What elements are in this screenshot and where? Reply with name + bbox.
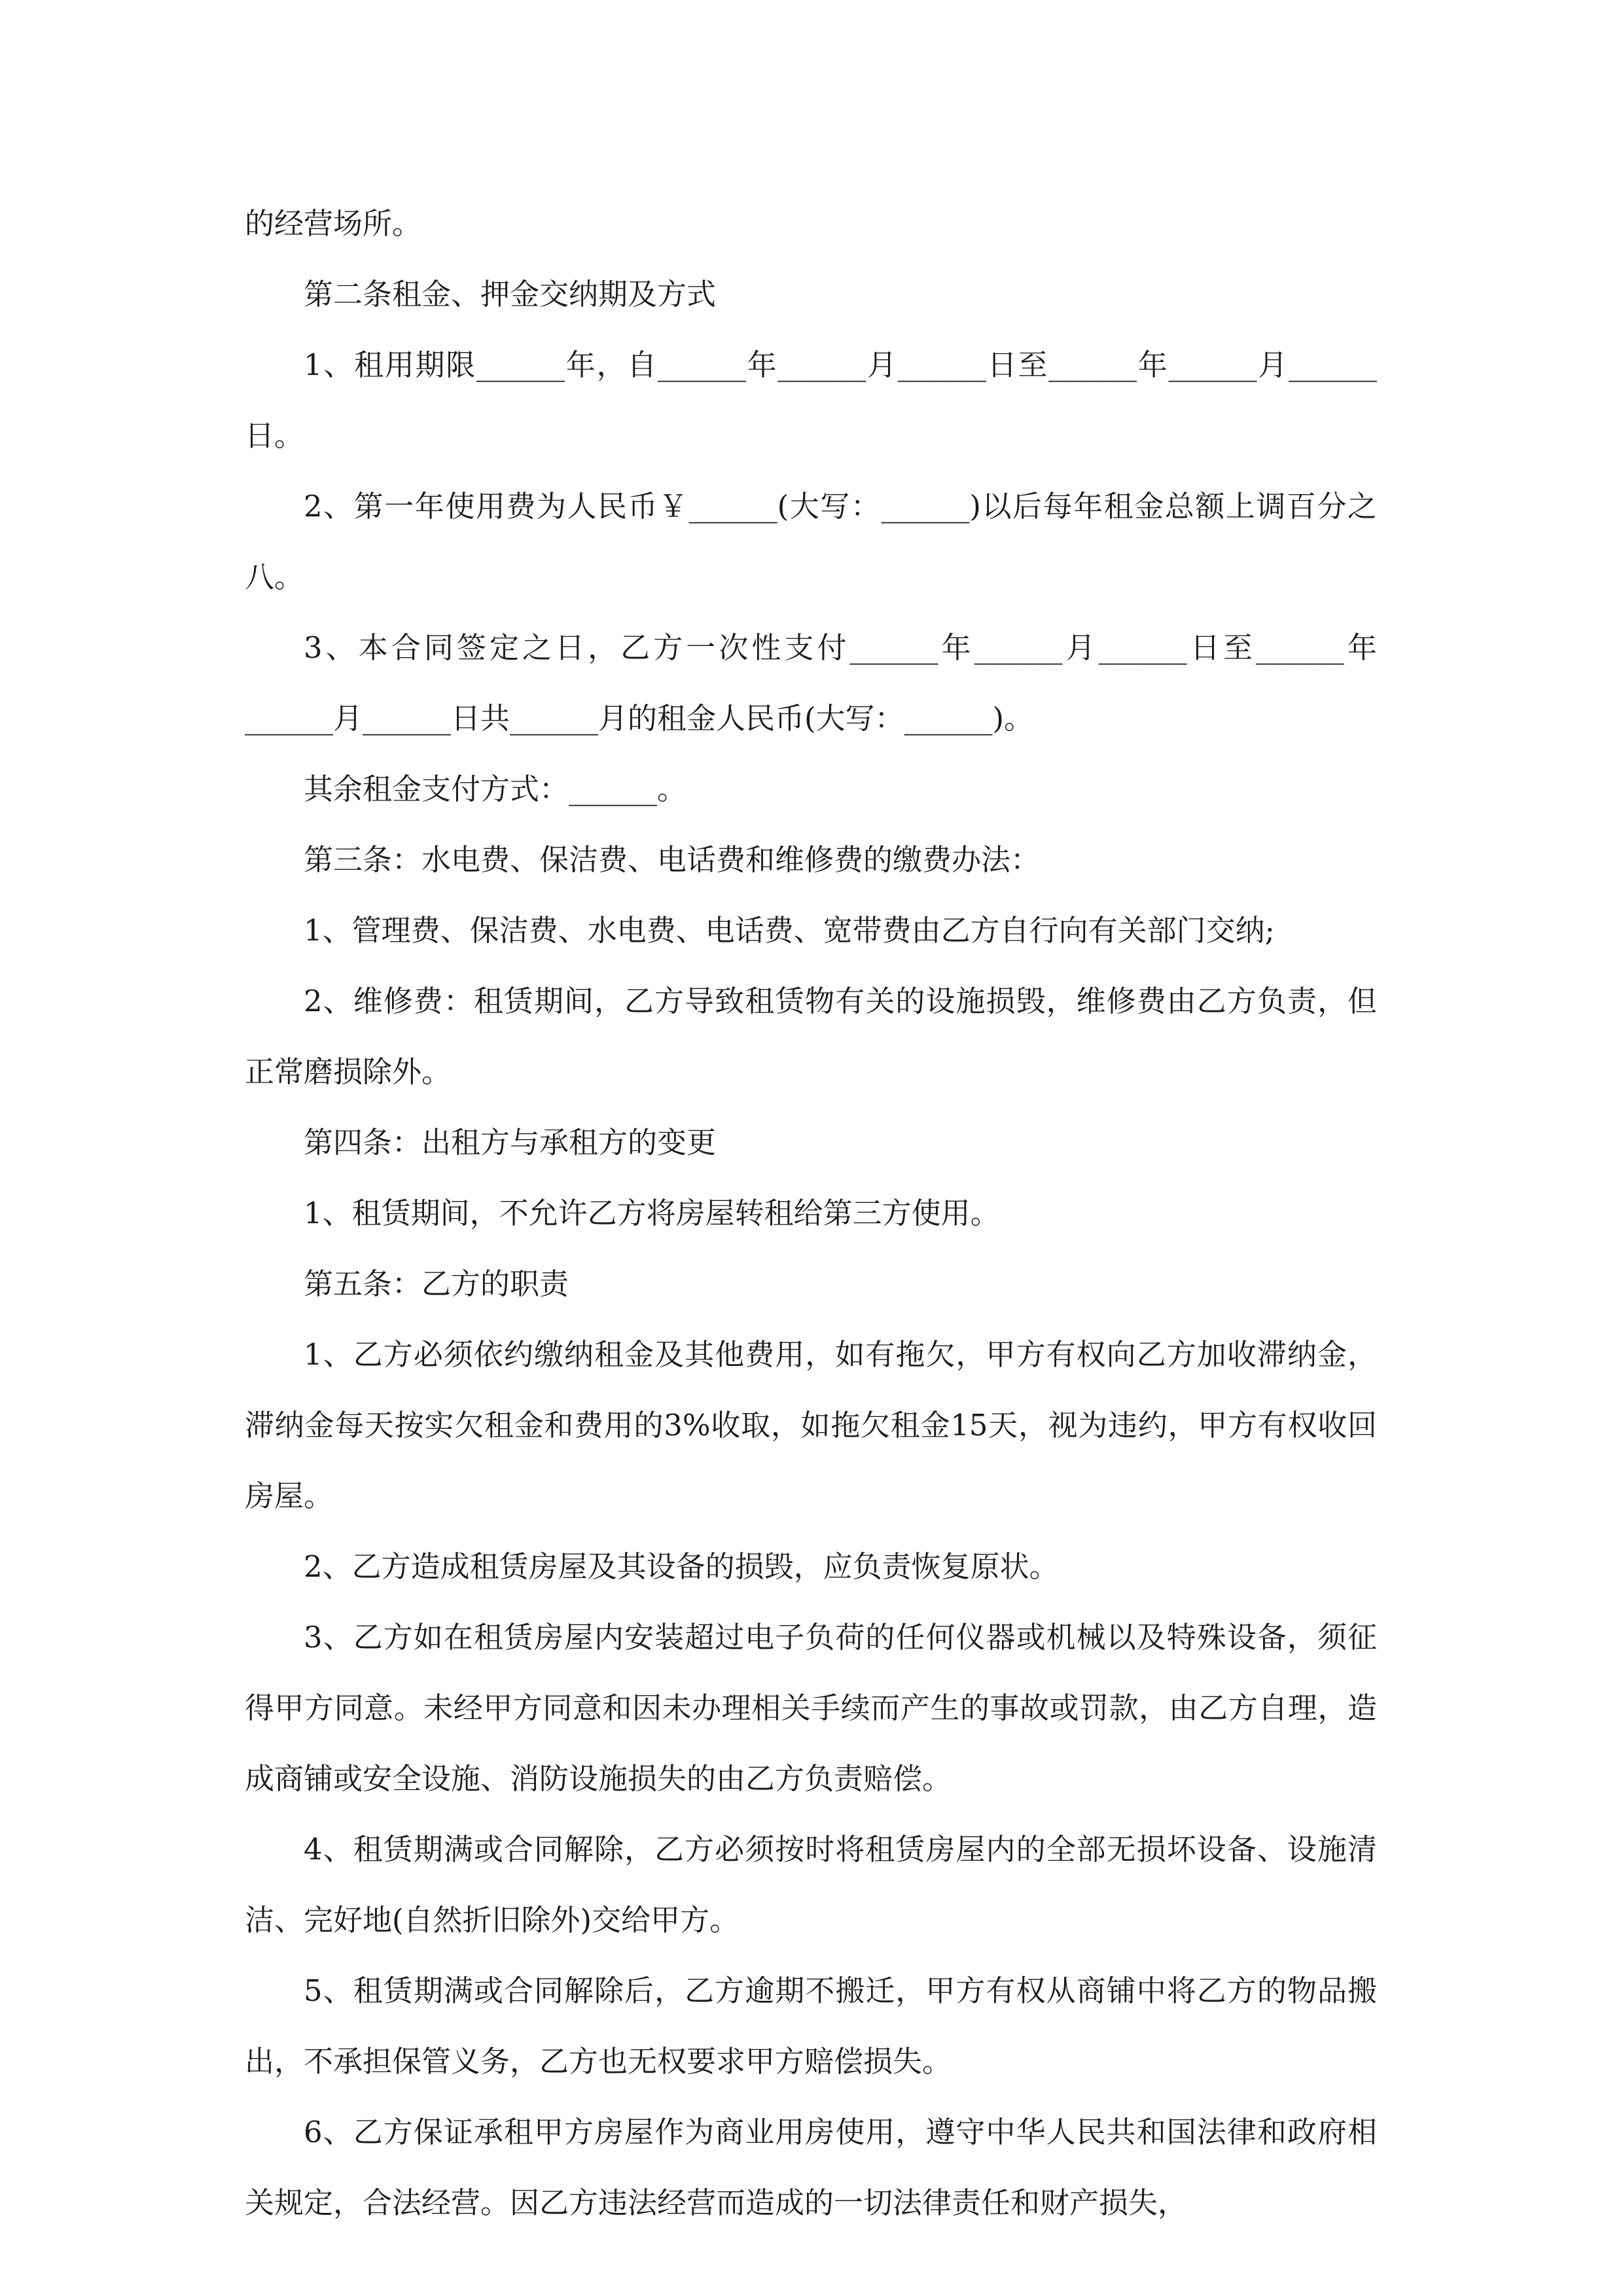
document-body: [245, 188, 1377, 2238]
article-5-clause-3: 3、乙方如在租赁房屋内安装超过电子负荷的任何仪器或机械以及特殊设备，须征得甲方同意。未经甲方同意和因未办理相关手续而产生的事故或罚款，由乙方自理，造成商铺或安全设施、消防设施损失的由乙方负责赔偿。: [245, 1620, 1377, 1796]
article-2-clause-3: 3、本合同签定之日，乙方一次性支付______年______月______日至______年______月______日共______月的租金人民币(大写：______)。: [245, 630, 1377, 736]
article-5-clause-5: 5、租赁期满或合同解除后，乙方逾期不搬迁，甲方有权从商铺中将乙方的物品搬出，不承担保管义务，乙方也无权要求甲方赔偿损失。: [245, 1973, 1377, 2079]
article-5-heading: 第五条：乙方的职责: [304, 1266, 569, 1301]
article-4-clause-1: 1、租赁期间，不允许乙方将房屋转租给第三方使用。: [304, 1196, 1000, 1230]
article-5-clause-6: 6、乙方保证承租甲方房屋作为商业用房使用，遵守中华人民共和国法律和政府相关规定，合法经营。因乙方违法经营而造成的一切法律责任和财产损失，: [245, 2115, 1377, 2220]
article-5-clause-4: 4、租赁期满或合同解除，乙方必须按时将租赁房屋内的全部无损坏设备、设施清洁、完好地(自然折旧除外)交给甲方。: [245, 1832, 1377, 1937]
article-3-heading: 第三条：水电费、保洁费、电话费和维修费的缴费办法：: [304, 842, 1041, 877]
article-2-clause-1: 1、租用期限______年，自______年______月______日至______年______月______日。: [245, 348, 1377, 453]
article-2-payment-method: 其余租金支付方式：______。: [304, 772, 687, 806]
article-4-heading: 第四条：出租方与承租方的变更: [304, 1125, 717, 1160]
article-3-clause-1: 1、管理费、保洁费、水电费、电话费、宽带费由乙方自行向有关部门交纳;: [304, 913, 1275, 948]
article-2-heading: 第二条租金、押金交纳期及方式: [304, 277, 717, 312]
paragraph-continuation: 的经营场所。: [245, 206, 422, 241]
article-3-clause-2: 2、维修费：租赁期间，乙方导致租赁物有关的设施损毁，维修费由乙方负责，但正常磨损除外。: [245, 984, 1377, 1089]
article-5-clause-2: 2、乙方造成租赁房屋及其设备的损毁，应负责恢复原状。: [304, 1549, 1059, 1584]
article-5-clause-1: 1、乙方必须依约缴纳租金及其他费用，如有拖欠，甲方有权向乙方加收滞纳金，滞纳金每天按实欠租金和费用的3%收取，如拖欠租金15天，视为违约，甲方有权收回房屋。: [245, 1337, 1377, 1513]
article-2-clause-2: 2、第一年使用费为人民币￥______(大写：______)以后每年租金总额上调百分之八。: [245, 489, 1377, 594]
